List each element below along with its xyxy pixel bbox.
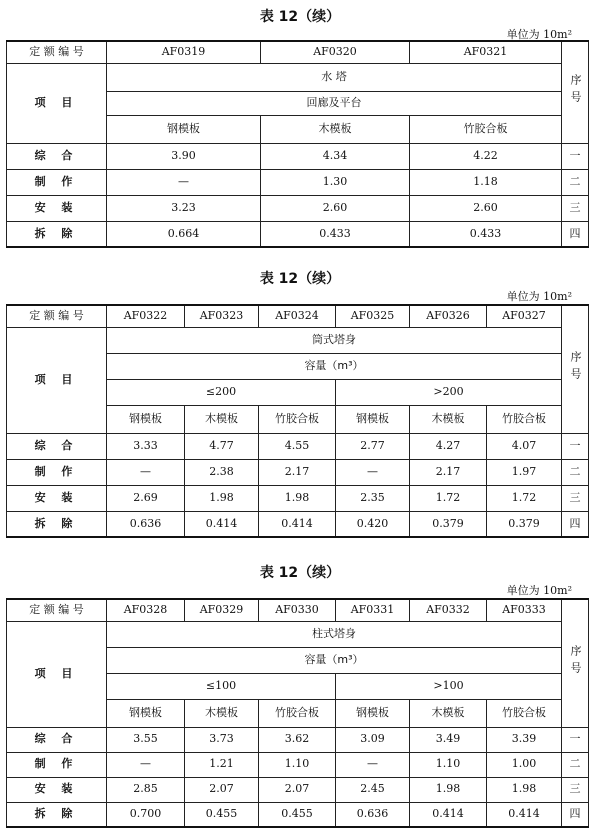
value-cell: 0.700 xyxy=(107,802,185,827)
code-cell: AF0331 xyxy=(336,599,410,621)
code-label: 定 额 编 号 xyxy=(7,41,107,63)
value-cell: 0.414 xyxy=(487,802,562,827)
table2 xyxy=(6,304,589,538)
value-cell: 1.98 xyxy=(259,485,336,511)
header-level1: 柱式塔身 xyxy=(107,621,562,647)
value-cell: 3.33 xyxy=(107,433,185,459)
table-row xyxy=(7,802,589,827)
table-row xyxy=(7,169,589,195)
table1-unit: 单位为 10m² xyxy=(506,28,572,41)
seq-cell: 四 xyxy=(562,802,589,827)
seq-cell: 四 xyxy=(562,511,589,537)
value-cell: 4.22 xyxy=(410,143,562,169)
table-row xyxy=(7,143,589,169)
row-label: 综 合 xyxy=(7,433,107,459)
value-cell: 1.98 xyxy=(185,485,259,511)
seq-cell: 一 xyxy=(562,727,589,752)
value-cell: 1.21 xyxy=(185,752,259,777)
value-cell: 0.455 xyxy=(259,802,336,827)
value-cell: 1.10 xyxy=(259,752,336,777)
row-label: 制 作 xyxy=(7,752,107,777)
table-row xyxy=(7,195,589,221)
code-label: 定 额 编 号 xyxy=(7,599,107,621)
value-cell: 0.433 xyxy=(410,221,562,247)
value-cell: 0.414 xyxy=(185,511,259,537)
table-row xyxy=(7,727,589,752)
material-header: 钢模板 xyxy=(336,699,410,727)
seq-header: 序号 xyxy=(562,599,589,727)
code-cell: AF0323 xyxy=(185,305,259,327)
value-cell: 4.27 xyxy=(410,433,487,459)
material-header: 竹胶合板 xyxy=(487,405,562,433)
value-cell: 1.10 xyxy=(410,752,487,777)
seq-cell: 一 xyxy=(562,433,589,459)
value-cell: 3.90 xyxy=(107,143,261,169)
table-row xyxy=(7,459,589,485)
material-header: 木模板 xyxy=(185,405,259,433)
seq-header: 序号 xyxy=(562,305,589,433)
group-header: >100 xyxy=(336,673,562,699)
seq-cell: 二 xyxy=(562,752,589,777)
code-label: 定 额 编 号 xyxy=(7,305,107,327)
row-label: 拆 除 xyxy=(7,511,107,537)
value-cell: — xyxy=(336,752,410,777)
header-level1: 筒式塔身 xyxy=(107,327,562,353)
value-cell: 0.379 xyxy=(487,511,562,537)
table3 xyxy=(6,598,589,828)
value-cell: 2.35 xyxy=(336,485,410,511)
material-header: 竹胶合板 xyxy=(259,699,336,727)
row-label: 拆 除 xyxy=(7,221,107,247)
material-header: 木模板 xyxy=(261,115,410,143)
code-cell: AF0321 xyxy=(410,41,562,63)
value-cell: 4.34 xyxy=(261,143,410,169)
value-cell: — xyxy=(336,459,410,485)
table-row xyxy=(7,221,589,247)
value-cell: 2.17 xyxy=(259,459,336,485)
material-header: 木模板 xyxy=(185,699,259,727)
material-header: 钢模板 xyxy=(336,405,410,433)
seq-cell: 三 xyxy=(562,485,589,511)
value-cell: 0.636 xyxy=(336,802,410,827)
header-level2: 回廊及平台 xyxy=(107,91,562,115)
code-cell: AF0328 xyxy=(107,599,185,621)
value-cell: 2.07 xyxy=(259,777,336,802)
value-cell: 3.09 xyxy=(336,727,410,752)
row-label: 拆 除 xyxy=(7,802,107,827)
value-cell: 1.97 xyxy=(487,459,562,485)
value-cell: 3.62 xyxy=(259,727,336,752)
table3-unit: 单位为 10m² xyxy=(506,584,572,597)
value-cell: 1.18 xyxy=(410,169,562,195)
value-cell: 2.60 xyxy=(410,195,562,221)
value-cell: — xyxy=(107,169,261,195)
material-header: 木模板 xyxy=(410,405,487,433)
value-cell: 4.77 xyxy=(185,433,259,459)
row-label: 综 合 xyxy=(7,727,107,752)
group-header: ≤200 xyxy=(107,379,336,405)
material-header: 竹胶合板 xyxy=(487,699,562,727)
value-cell: 2.17 xyxy=(410,459,487,485)
value-cell: 1.72 xyxy=(487,485,562,511)
code-cell: AF0326 xyxy=(410,305,487,327)
table3-title: 表 12（续） xyxy=(259,565,341,581)
item-label: 项 目 xyxy=(7,621,107,727)
table2-unit: 单位为 10m² xyxy=(506,290,572,303)
value-cell: 2.45 xyxy=(336,777,410,802)
code-cell: AF0330 xyxy=(259,599,336,621)
value-cell: 0.414 xyxy=(410,802,487,827)
item-label: 项 目 xyxy=(7,327,107,433)
seq-header: 序号 xyxy=(562,41,589,143)
value-cell: 2.77 xyxy=(336,433,410,459)
value-cell: — xyxy=(107,459,185,485)
table-row xyxy=(7,485,589,511)
group-header: ≤100 xyxy=(107,673,336,699)
value-cell: 0.455 xyxy=(185,802,259,827)
material-header: 竹胶合板 xyxy=(259,405,336,433)
table-row xyxy=(7,752,589,777)
material-header: 竹胶合板 xyxy=(410,115,562,143)
item-label: 项 目 xyxy=(7,63,107,143)
value-cell: 3.39 xyxy=(487,727,562,752)
code-cell: AF0327 xyxy=(487,305,562,327)
value-cell: 3.73 xyxy=(185,727,259,752)
seq-cell: 四 xyxy=(562,221,589,247)
value-cell: 1.98 xyxy=(410,777,487,802)
value-cell: 3.23 xyxy=(107,195,261,221)
row-label: 制 作 xyxy=(7,459,107,485)
code-cell: AF0320 xyxy=(261,41,410,63)
seq-cell: 一 xyxy=(562,143,589,169)
row-label: 制 作 xyxy=(7,169,107,195)
seq-cell: 二 xyxy=(562,459,589,485)
value-cell: 4.55 xyxy=(259,433,336,459)
value-cell: 0.414 xyxy=(259,511,336,537)
value-cell: 4.07 xyxy=(487,433,562,459)
value-cell: 0.636 xyxy=(107,511,185,537)
table2-title: 表 12（续） xyxy=(259,271,341,287)
code-cell: AF0333 xyxy=(487,599,562,621)
row-label: 安 装 xyxy=(7,777,107,802)
value-cell: 2.85 xyxy=(107,777,185,802)
value-cell: 2.07 xyxy=(185,777,259,802)
value-cell: 1.72 xyxy=(410,485,487,511)
header-level2: 容量（m³） xyxy=(107,647,562,673)
code-cell: AF0324 xyxy=(259,305,336,327)
table-row xyxy=(7,777,589,802)
table-row xyxy=(7,511,589,537)
material-header: 钢模板 xyxy=(107,115,261,143)
row-label: 综 合 xyxy=(7,143,107,169)
value-cell: 3.49 xyxy=(410,727,487,752)
code-cell: AF0325 xyxy=(336,305,410,327)
table1-title: 表 12（续） xyxy=(259,9,341,25)
value-cell: 2.38 xyxy=(185,459,259,485)
code-cell: AF0319 xyxy=(107,41,261,63)
value-cell: 0.433 xyxy=(261,221,410,247)
seq-cell: 三 xyxy=(562,195,589,221)
value-cell: 0.420 xyxy=(336,511,410,537)
material-header: 木模板 xyxy=(410,699,487,727)
seq-cell: 二 xyxy=(562,169,589,195)
code-cell: AF0322 xyxy=(107,305,185,327)
row-label: 安 装 xyxy=(7,485,107,511)
material-header: 钢模板 xyxy=(107,405,185,433)
code-cell: AF0329 xyxy=(185,599,259,621)
table1 xyxy=(6,40,589,248)
value-cell: 3.55 xyxy=(107,727,185,752)
row-label: 安 装 xyxy=(7,195,107,221)
seq-cell: 三 xyxy=(562,777,589,802)
value-cell: 2.60 xyxy=(261,195,410,221)
value-cell: 1.00 xyxy=(487,752,562,777)
table-row xyxy=(7,433,589,459)
value-cell: 0.379 xyxy=(410,511,487,537)
value-cell: 1.98 xyxy=(487,777,562,802)
group-header: >200 xyxy=(336,379,562,405)
code-cell: AF0332 xyxy=(410,599,487,621)
value-cell: 0.664 xyxy=(107,221,261,247)
header-level2: 容量（m³） xyxy=(107,353,562,379)
header-level1: 水 塔 xyxy=(107,63,562,91)
value-cell: — xyxy=(107,752,185,777)
material-header: 钢模板 xyxy=(107,699,185,727)
value-cell: 2.69 xyxy=(107,485,185,511)
value-cell: 1.30 xyxy=(261,169,410,195)
